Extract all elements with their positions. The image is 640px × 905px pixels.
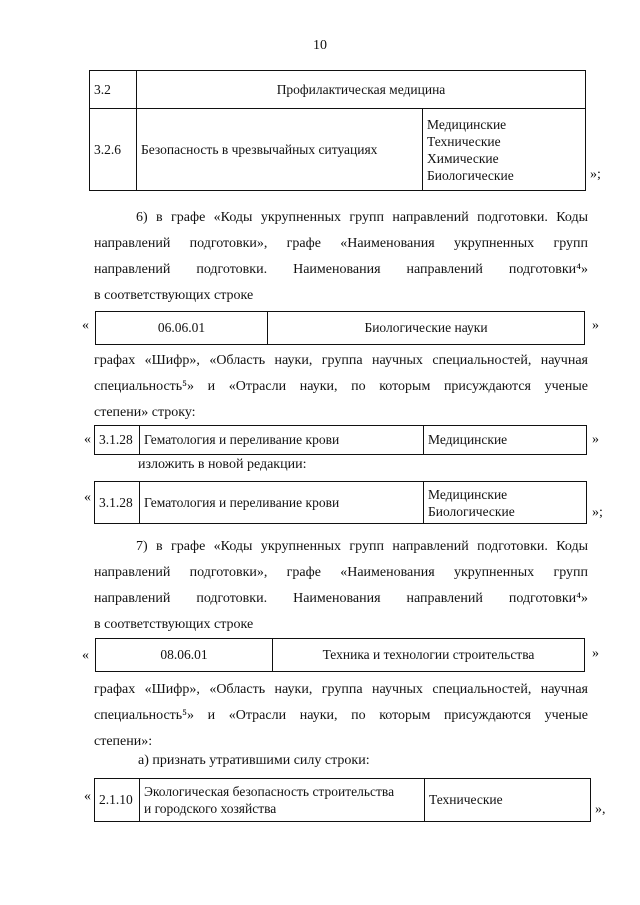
para-line: направлений подготовки», графе «Наименования укрупненных групп xyxy=(94,236,588,251)
table-profilactic-medicine xyxy=(89,70,586,191)
paragraph-7 xyxy=(94,534,588,638)
item-a-text: а) признать утратившими силу строки: xyxy=(138,753,370,768)
name-cell: Гематология и переливание крови xyxy=(140,426,424,455)
para-line: специальность⁵» и «Отрасли науки, по которым присуждаются ученые xyxy=(94,708,588,723)
branch-cell: Медицинские xyxy=(424,426,587,455)
code-cell: 3.1.28 xyxy=(95,426,140,455)
branch-item: Медицинские xyxy=(428,486,508,502)
code-cell: 2.1.10 xyxy=(95,779,140,822)
row-06-06-01 xyxy=(95,311,585,345)
name-cell: Техника и технологии строительства xyxy=(273,639,585,672)
row-3-1-28-old xyxy=(94,425,587,455)
branch-item: Биологические xyxy=(427,167,514,183)
para-line: направлений подготовки. Наименования направлений подготовки⁴» xyxy=(94,262,588,277)
close-quote: »; xyxy=(592,505,603,520)
close-quote: » xyxy=(592,318,599,333)
open-quote: « xyxy=(84,432,91,447)
code-cell: 3.1.28 xyxy=(95,482,140,524)
para-line: направлений подготовки», графе «Наименования укрупненных групп xyxy=(94,565,588,580)
para-line: в соответствующих строке xyxy=(94,288,254,303)
table1-end-mark: »; xyxy=(590,167,601,182)
para-line: графах «Шифр», «Область науки, группа научных специальностей, научная xyxy=(94,353,588,368)
branches-cell xyxy=(424,482,587,524)
code-cell: 08.06.01 xyxy=(96,639,273,672)
header-code-cell: 3.2 xyxy=(90,71,137,109)
name-cell: Биологические науки xyxy=(268,312,585,345)
para-line: 6) в графе «Коды укрупненных групп направлений подготовки. Коды xyxy=(136,210,588,225)
paragraph-6b xyxy=(94,348,588,426)
page-number: 10 xyxy=(313,38,327,53)
branch-item: Медицинские xyxy=(427,116,507,132)
name-line: и городского хозяйства xyxy=(144,801,277,816)
code-cell: 06.06.01 xyxy=(96,312,268,345)
para-line: направлений подготовки. Наименования направлений подготовки⁴» xyxy=(94,591,588,606)
row-branches-cell xyxy=(423,109,586,191)
new-edition-text: изложить в новой редакции: xyxy=(138,457,307,472)
open-quote: « xyxy=(82,318,89,333)
para-line: графах «Шифр», «Область науки, группа научных специальностей, научная xyxy=(94,682,588,697)
name-line: Экологическая безопасность строительства xyxy=(144,784,395,799)
close-quote: » xyxy=(592,432,599,447)
name-cell: Гематология и переливание крови xyxy=(140,482,424,524)
row-title-cell: Безопасность в чрезвычайных ситуациях xyxy=(137,109,423,191)
name-cell xyxy=(140,779,425,822)
para-line: степени» строку: xyxy=(94,405,196,420)
paragraph-7b xyxy=(94,677,588,755)
close-quote: » xyxy=(592,646,599,661)
branch-item: Химические xyxy=(427,150,499,166)
row-2-1-10 xyxy=(94,778,591,822)
branch-item: Технические xyxy=(427,133,501,149)
row-08-06-01 xyxy=(95,638,585,672)
para-line: степени»: xyxy=(94,734,153,749)
close-quote: », xyxy=(595,802,606,817)
row-3-1-28-new xyxy=(94,481,587,524)
row-code-cell: 3.2.6 xyxy=(90,109,137,191)
header-title-cell: Профилактическая медицина xyxy=(137,71,586,109)
para-line: в соответствующих строке xyxy=(94,617,254,632)
paragraph-6 xyxy=(94,205,588,309)
para-line: 7) в графе «Коды укрупненных групп направлений подготовки. Коды xyxy=(136,539,588,554)
open-quote: « xyxy=(84,490,91,505)
open-quote: « xyxy=(84,789,91,804)
branch-item: Биологические xyxy=(428,503,515,519)
branch-cell: Технические xyxy=(425,779,591,822)
para-line: специальность⁵» и «Отрасли науки, по которым присуждаются ученые xyxy=(94,379,588,394)
open-quote: « xyxy=(82,648,89,663)
